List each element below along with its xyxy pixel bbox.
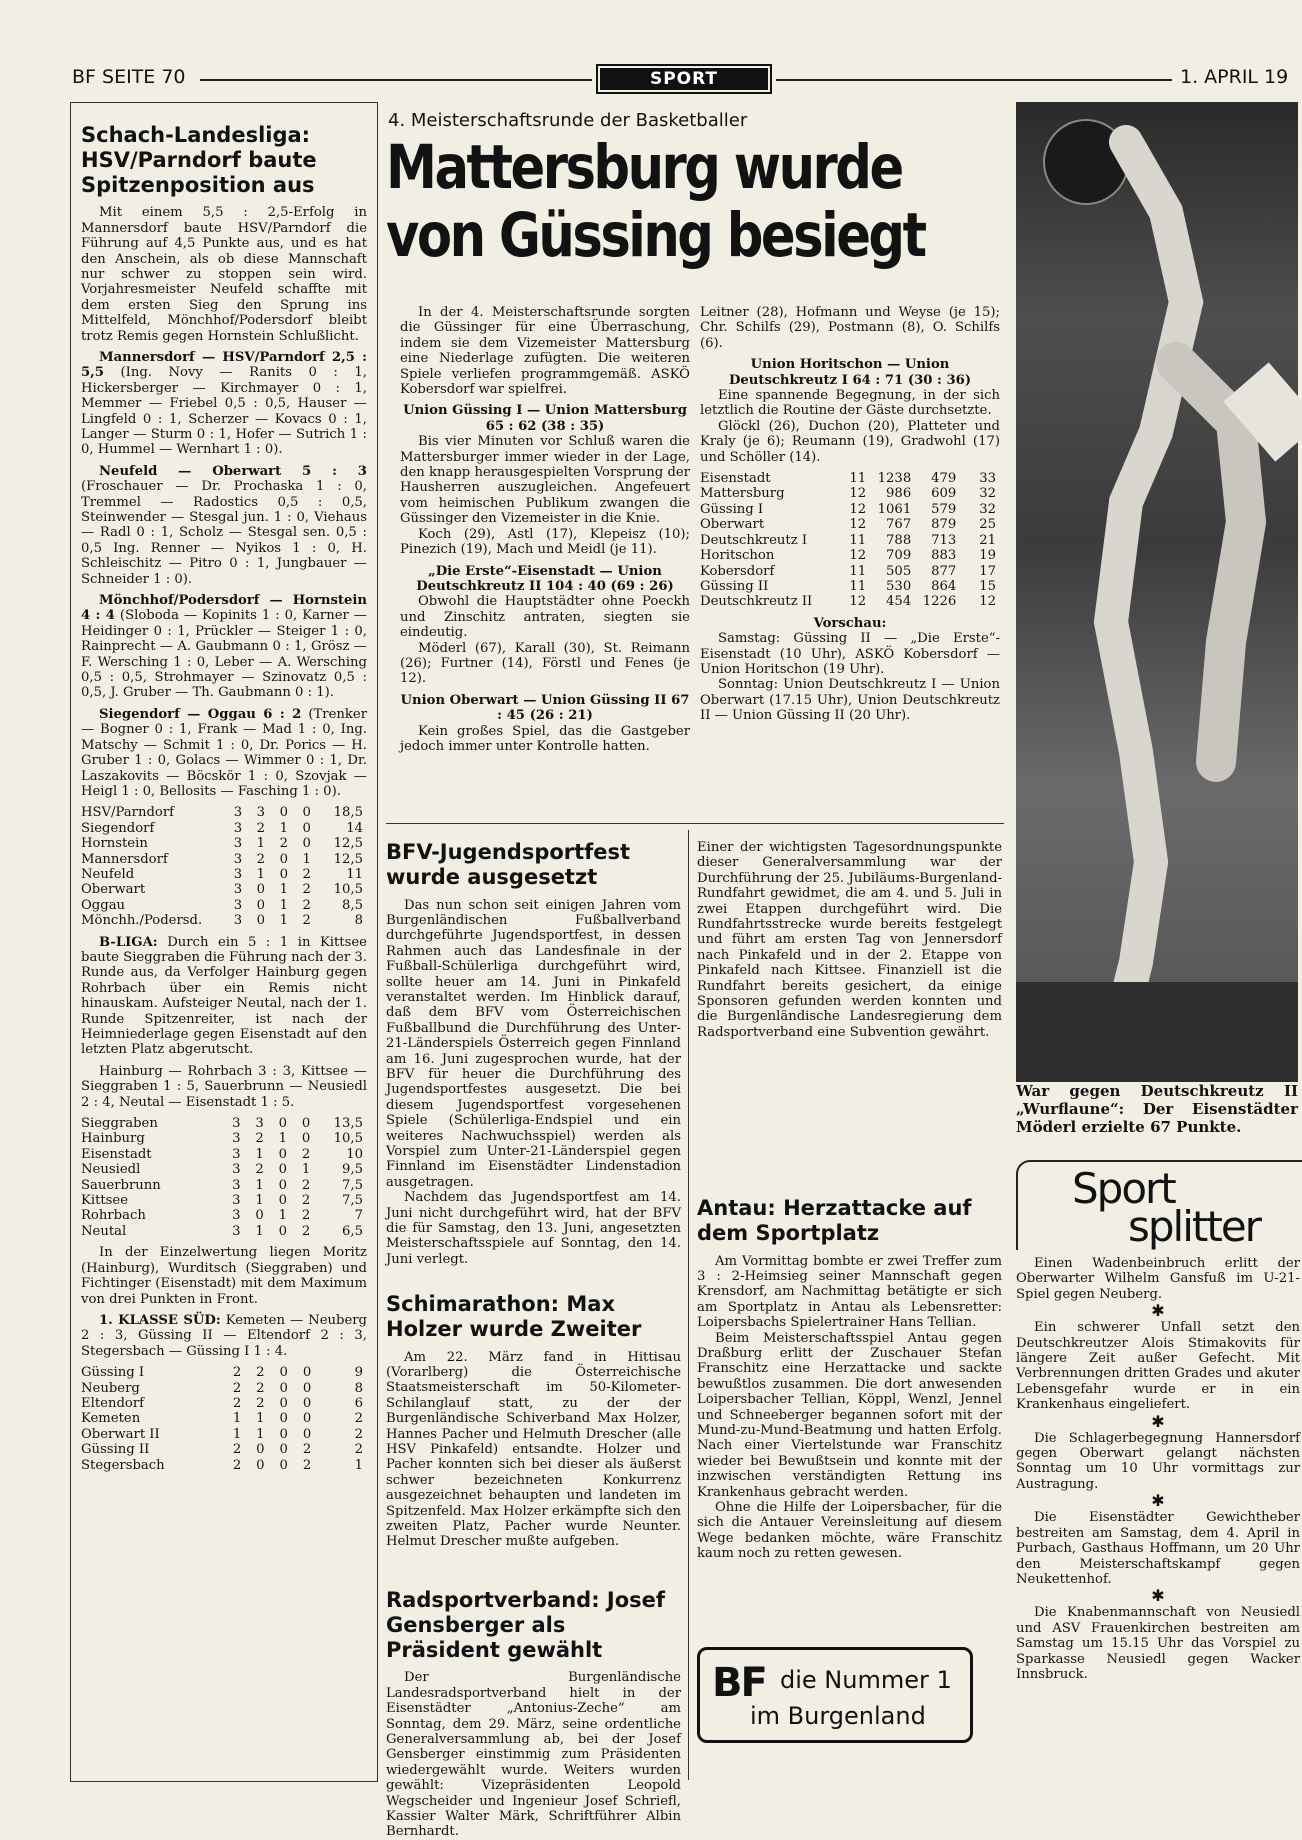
table-row xyxy=(81,1131,367,1146)
table-cell-value: 1226 xyxy=(922,594,957,610)
table-cell-value: 2 xyxy=(354,1411,363,1427)
table-cell-value: 0 xyxy=(302,805,311,821)
basket-game-4-text: Eine spannende Begegnung, in der sich letztlich die Routine der Gäste durchsetzte. xyxy=(700,388,1000,419)
table-cell-value: 986 xyxy=(886,486,912,502)
table-cell-value: 12 xyxy=(849,501,867,517)
table-cell-value: 3 xyxy=(233,913,243,929)
table-cell-value: 2 xyxy=(301,1177,311,1193)
separator-star-icon: ✱ xyxy=(1151,1411,1165,1431)
table-cell-value: 1 xyxy=(301,1162,311,1178)
table-cell-team: HSV/Parndorf xyxy=(81,805,175,821)
table-cell-value: 1 xyxy=(279,820,288,836)
table-row xyxy=(81,1458,367,1473)
bfv-headline: BFV-Jugendsportfest wurde ausgesetzt xyxy=(386,840,631,889)
table-cell-value: 0 xyxy=(279,1365,288,1381)
table-cell-value: 2 xyxy=(256,1365,265,1381)
table-row xyxy=(700,502,1000,517)
table-cell-value: 0 xyxy=(279,851,288,867)
table-row xyxy=(81,882,367,897)
table-cell-value: 713 xyxy=(931,532,957,548)
table-cell-value: 2 xyxy=(302,897,311,913)
table-cell-value: 18,5 xyxy=(333,805,363,821)
table-cell-team: Güssing II xyxy=(81,1442,150,1458)
antau-paragraph-3: Ohne die Hilfe der Loipersbacher, für die sich die Antauer Vereinsleitung auf diesem Wege bedanken möchte, wäre Franschitz kaum noch zu retten gewesen. xyxy=(697,1500,1002,1562)
table-cell-value: 3 xyxy=(232,1116,241,1132)
table-row xyxy=(700,517,1000,532)
table-cell-value: 1 xyxy=(279,897,288,913)
table-cell-value: 0 xyxy=(278,1146,287,1162)
splitter-notes xyxy=(1016,1256,1300,1786)
chess-column xyxy=(70,102,378,1782)
schi-article xyxy=(386,1292,681,1582)
table-cell-value: 0 xyxy=(279,1395,288,1411)
table-row xyxy=(81,1147,367,1162)
photo-caption: War gegen Deutschkreutz II „Wurflaune“: Der Eisenstädter Möderl erzielte 67 Punkte. xyxy=(1016,1082,1298,1136)
bliga-outro: In der Einzelwertung liegen Moritz (Hainburg), Wurditsch (Sieggraben) und Fichtinger (Eisenstadt) mit dem Maximum von drei Punkten in Front. xyxy=(81,1245,367,1307)
basket-game-2-text: Obwohl die Hauptstädter ohne Poeckh und Zinschitz antraten, siegten sie eindeutig. xyxy=(400,594,690,641)
table-cell-value: 1 xyxy=(256,1411,265,1427)
table-cell-value: 10 xyxy=(346,1146,363,1162)
bfv-article xyxy=(386,840,681,1267)
table-cell-team: Kemeten xyxy=(81,1411,141,1427)
table-cell-value: 2 xyxy=(279,836,288,852)
table-cell-value: 15 xyxy=(979,578,996,594)
section-divider xyxy=(386,823,1004,824)
table-cell-value: 0 xyxy=(302,1395,312,1411)
chess-match-4: Siegendorf — Oggau 6 : 2 (Trenker — Bogner 0 : 1, Frank — Mad 1 : 0, Ing. Matschy — Schmit 1 : 0, Dr. Porics — H. Gruber 1 : 0, Golacs — Wimmer 0 : 1, Dr. Laszakovits — Böcskör 1 : 0, Szovjak — Heigl 1 : 0, Bellosits — Fasching 1 : 0). xyxy=(81,706,368,799)
table-cell-value: 21 xyxy=(979,532,996,548)
table-cell-value: 1 xyxy=(255,1193,264,1209)
table-cell-value: 1238 xyxy=(877,471,912,487)
table-cell-value: 0 xyxy=(279,1411,288,1427)
basket-headline-line1: Mattersburg wurde xyxy=(386,132,902,203)
table-cell-value: 454 xyxy=(886,594,912,610)
chess-match-3: Mönchhof/Podersdorf — Hornstein 4 : 4 (Sloboda — Kopinits 1 : 0, Karner — Heidinger 0 : 1, Prückler — Steiger 1 : 0, Rainprecht — A. Gaubmann 0 : 1, Grösz — F. Wersching 1 : 0, Leber — A. Wersching 0,5 : 0,5, Strohmayer — Szinovatz 0,5 : 0,5, J. Gruber — Th. Gaubmann 0 : 1). xyxy=(81,593,367,701)
table-cell-value: 2 xyxy=(301,1208,311,1224)
table-cell-value: 0 xyxy=(278,1177,287,1193)
splitter-note-5: Die Knabenmannschaft von Neusiedl und ASV Frauenkirchen bestreiten am Samstag um 15.15 Uhr das Vorspiel zu Sparkasse Neusiedl gegen Wacker Innsbruck. xyxy=(1016,1605,1300,1682)
table-row xyxy=(81,867,367,882)
table-cell-team: Neufeld xyxy=(81,866,135,882)
header-rule-left xyxy=(200,79,592,81)
splitter-note-3: Die Schlagerbegegnung Hannersdorf gegen Oberwart gelangt nächsten Sonntag um 10 Uhr vormittags zur Austragung. xyxy=(1016,1430,1300,1492)
table-cell-value: 14 xyxy=(346,820,363,836)
chess-intro: Mit einem 5,5 : 2,5-Erfolg in Mannersdorf baute HSV/Parndorf die Führung auf 4,5 Punkte aus, und es hat den Anschein, als ob diese Mannschaft nur schwer zu stoppen sein wird. Vorjahresmeister Neufeld schaffte mit dem ersten Sieg den Sprung ins Mittelfeld, Mönchhof/Podersdorf bleibt trotz Remis gegen Hornstein Schlußlicht. xyxy=(81,205,367,344)
table-row xyxy=(81,1442,367,1457)
basket-game-2-head: „Die Erste“-Eisenstadt — Union Deutschkreutz II 104 : 40 (69 : 26) xyxy=(416,563,674,594)
table-cell-value: 2 xyxy=(302,866,311,882)
table-cell-value: 11 xyxy=(849,578,867,594)
table-row xyxy=(700,471,1000,486)
table-row xyxy=(81,1381,367,1396)
table-cell-team: Kobersdorf xyxy=(700,563,775,579)
table-row xyxy=(700,533,1000,548)
basket-preview-2: Sonntag: Union Deutschkreutz I — Union Oberwart (17.15 Uhr), Union Deutschkreutz II — Union Güssing II (20 Uhr). xyxy=(700,677,1000,724)
table-cell-value: 7,5 xyxy=(342,1177,363,1193)
table-cell-value: 6,5 xyxy=(342,1223,363,1239)
table-cell-team: Güssing I xyxy=(81,1365,145,1381)
table-cell-value: 1 xyxy=(279,913,288,929)
basket-preview-head: Vorschau: xyxy=(813,615,887,631)
table-cell-value: 3 xyxy=(232,1193,241,1209)
table-cell-team: Neuberg xyxy=(81,1380,140,1396)
column-divider xyxy=(688,830,689,1780)
table-row xyxy=(81,1411,367,1426)
table-cell-value: 11 xyxy=(346,866,363,882)
antau-headline: Antau: Herzattacke auf dem Sportplatz xyxy=(697,1196,972,1245)
table-cell-value: 0 xyxy=(278,1223,287,1239)
table-cell-value: 3 xyxy=(233,805,243,821)
table-row xyxy=(81,1208,367,1223)
table-cell-value: 12,5 xyxy=(333,836,363,852)
table-cell-value: 1 xyxy=(302,851,311,867)
table-cell-value: 1 xyxy=(354,1457,363,1473)
table-cell-value: 2 xyxy=(256,851,266,867)
table-cell-value: 3 xyxy=(232,1208,241,1224)
table-cell-team: Mönchh./Podersd. xyxy=(81,913,203,929)
table-row xyxy=(81,898,367,913)
table-cell-team: Mannersdorf xyxy=(81,851,168,867)
header-rule-right xyxy=(776,79,1172,81)
basket-headline xyxy=(386,132,925,271)
table-cell-team: Neusiedl xyxy=(81,1162,141,1178)
table-cell-value: 1 xyxy=(255,1223,264,1239)
table-cell-value: 12,5 xyxy=(333,851,363,867)
table-row xyxy=(81,836,367,851)
table-cell-value: 6 xyxy=(354,1395,363,1411)
table-row xyxy=(81,1116,367,1131)
chess-standings-table xyxy=(81,805,367,928)
basket-headline-line2: von Güssing besiegt xyxy=(386,200,925,271)
table-row xyxy=(81,1365,367,1380)
table-cell-value: 3 xyxy=(233,820,243,836)
table-row xyxy=(81,1193,367,1208)
table-cell-value: 788 xyxy=(886,532,912,548)
table-cell-value: 0 xyxy=(302,836,311,852)
table-cell-value: 0 xyxy=(302,1365,312,1381)
table-cell-team: Deutschkreutz II xyxy=(700,594,813,610)
table-cell-value: 1 xyxy=(256,836,266,852)
table-cell-value: 883 xyxy=(931,548,957,564)
table-cell-value: 33 xyxy=(979,471,996,487)
table-cell-value: 12 xyxy=(849,594,867,610)
splitter-title-1: Sport xyxy=(1072,1164,1175,1213)
table-row xyxy=(700,594,1000,609)
basket-game-4-head: Union Horitschon — Union Deutschkreutz I 64 : 71 (30 : 36) xyxy=(728,357,972,388)
table-cell-team: Kittsee xyxy=(81,1193,129,1209)
table-cell-team: Oberwart II xyxy=(81,1426,160,1442)
table-cell-team: Sauerbrunn xyxy=(81,1177,161,1193)
table-cell-value: 0 xyxy=(279,1442,288,1458)
table-cell-value: 2 xyxy=(232,1395,242,1411)
table-cell-team: Siegendorf xyxy=(81,820,155,836)
basket-game-1-head: Union Güssing I — Union Mattersburg 65 : 62 (38 : 35) xyxy=(403,403,687,434)
table-cell-value: 3 xyxy=(256,805,266,821)
table-cell-team: Stegersbach xyxy=(81,1457,165,1473)
antau-paragraph-2: Beim Meisterschaftsspiel Antau gegen Draßburg erlitt der Zuschauer Stefan Franschitz eine Herzattacke und sackte bewußtlos zusammen. Die dort anwesenden Loipersbacher Tellian, Köppl, Wenzl, Jennel und Schneeberger begannen sofort mit der Mund-zu-Mund-Beatmung und hatten Erfolg. Nach einer Viertelstunde war Franschitz wieder bei Bewußtsein und konnte mit der inzwischen verständigten Rettung ins Krankenhaus gebracht werden. xyxy=(697,1330,1002,1500)
table-cell-value: 3 xyxy=(233,882,243,898)
bfv-paragraph-2: Nachdem das Jugendsportfest am 14. Juni nicht durchgeführt wird, hat der BFV die für Samstag, den 13. Juni, angesetzten Meisterschaftsspiele auf Sonntag, den 14. Juni verlegt. xyxy=(386,1190,681,1267)
table-cell-value: 2 xyxy=(256,1380,265,1396)
splitter-title-2: splitter xyxy=(1128,1202,1260,1251)
table-cell-value: 9 xyxy=(354,1365,363,1381)
basket-kicker: 4. Meisterschaftsrunde der Basketballer xyxy=(388,110,748,131)
table-cell-value: 879 xyxy=(931,517,957,533)
table-cell-value: 2 xyxy=(354,1426,363,1442)
table-cell-team: Sieggraben xyxy=(81,1116,158,1132)
table-cell-value: 709 xyxy=(886,548,912,564)
table-cell-value: 767 xyxy=(886,517,912,533)
separator-star-icon: ✱ xyxy=(1151,1586,1165,1606)
table-cell-value: 17 xyxy=(979,563,996,579)
rad-paragraph-1: Der Burgenländische Landesradsportverband hielt in der Eisenstädter „Antonius-Zeche“ am Sonntag, dem 29. März, seine ordentliche Generalversammlung ab, bei der Josef Gensberger einstimmig zum Präsidenten wiedergewählt wurde. Weiters wurden gewählt: Vizepräsidenten Leopold Wegscheider und Ingenieur Josef Schriefl, Kassier Walter Märk, Schriftführer Albin Bernhardt. xyxy=(386,1670,681,1840)
chess-headline: Schach-Landesliga: HSV/Parndorf baute Spitzenposition aus xyxy=(81,123,317,197)
table-cell-value: 2 xyxy=(301,1223,311,1239)
table-cell-value: 0 xyxy=(256,913,266,929)
separator-star-icon: ✱ xyxy=(1151,1491,1165,1511)
table-row xyxy=(700,548,1000,563)
table-cell-value: 1 xyxy=(255,1146,264,1162)
antau-paragraph-1: Am Vormittag bombte er zwei Treffer zum 3 : 2-Heimsieg seiner Mannschaft gegen Krensdorf, am Nachmittag betätigte er sich am Sportplatz in Antau als Lebensretter: Loipersbachs Spielertrainer Hans Tellian. xyxy=(697,1253,1002,1331)
table-cell-value: 1 xyxy=(256,1426,265,1442)
table-cell-value: 0 xyxy=(302,1411,312,1427)
table-cell-value: 0 xyxy=(302,820,311,836)
table-cell-value: 12 xyxy=(849,486,867,502)
table-cell-value: 0 xyxy=(279,805,288,821)
basketball-player-illustration xyxy=(1016,102,1298,1082)
table-cell-value: 0 xyxy=(302,1426,312,1442)
table-cell-value: 8 xyxy=(354,1380,363,1396)
table-cell-value: 0 xyxy=(279,866,288,882)
table-cell-team: Eisenstadt xyxy=(700,471,771,487)
basket-game-1-text: Bis vier Minuten vor Schluß waren die Mattersburger immer wieder in der Lage, den knapp herausgespielten Vorsprung der Hausherren auszugleichen. Angefeuert vom heimischen Publikum zwangen die Güssinger den Vizemeister in die Knie. xyxy=(400,434,690,527)
table-cell-value: 12 xyxy=(979,594,996,610)
table-cell-team: Eltendorf xyxy=(81,1395,145,1411)
basket-game-3-text: Kein großes Spiel, das die Gastgeber jedoch immer unter Kontrolle hatten. xyxy=(400,723,690,754)
table-cell-value: 19 xyxy=(979,548,996,564)
table-cell-value: 8,5 xyxy=(342,897,363,913)
table-cell-value: 2 xyxy=(354,1442,363,1458)
schi-paragraph-1: Am 22. März fand in Hittisau (Vorarlberg) die Österreichische Staatsmeisterschaft im 50-Kilometer-Schilanglauf statt, zu der der Burgenländische Schiverband Max Holzer, Hannes Pacher und Helmuth Drescher (alle HSV Pinkafeld) entsandte. Holzer und Pacher konnten sich bei dieser als äußerst schwer bezeichneten Konkurrenz ausgezeichnet behaupten und landeten im Spitzenfeld. Max Holzer erkämpfte sich den zweiten Platz, Pacher wurde Neunter. Helmut Drescher mußte aufgeben. xyxy=(386,1349,681,1550)
table-cell-value: 530 xyxy=(886,578,912,594)
table-row xyxy=(81,805,367,820)
table-cell-value: 3 xyxy=(233,851,243,867)
table-cell-value: 3 xyxy=(232,1131,241,1147)
table-cell-value: 11 xyxy=(849,563,867,579)
table-cell-value: 10,5 xyxy=(333,882,363,898)
bfv-paragraph-1: Das nun schon seit einigen Jahren vom Burgenländischen Fußballverband durchgeführte Jugendsportfest, in dessen Rahmen auch das Landesfinale in der Fußball-Schülerliga durchgeführt wird, sollte heuer am 14. Juni in Pinkafeld veranstaltet werden. Im Hinblick darauf, daß dem BFV vom Österreichischen Fußballbund die Durchführung des Unter-21-Länderspiels Österreich gegen Finnland am 16. Juni zugesprochen wurde, hat der BFV für heuer die Durchführung des Jugendsportfestes ausgesetzt. Die bei diesem Jugendsportfest vorgesehenen Spiele (Schülerliga-Endspiel und ein weiteres Nachwuchsspiel) werden als Vorspiel zum Unter-21-Länderspiel gegen Finnland im Eisenstädter Lindenstadion ausgetragen. xyxy=(386,897,681,1190)
table-cell-value: 0 xyxy=(256,882,266,898)
table-row xyxy=(81,1396,367,1411)
table-cell-team: Oberwart xyxy=(700,517,765,533)
chess-match-1: Mannersdorf — HSV/Parndorf 2,5 : 5,5 (Ing. Novy — Ranits 0 : 1, Hickersberger — Kirchmayer 0 : 1, Memmer — Friebel 0,5 : 0,5, Hauser — Lingfeld 0 : 1, Scherzer — Kovacs 0 : 1, Langer — Sturm 0 : 1, Hofer — Sutrich 1 : 0, Hummel — Wernhart 1 : 0). xyxy=(81,349,367,458)
table-cell-value: 1 xyxy=(232,1411,242,1427)
basket-game-2-scorers: Möderl (67), Karall (30), St. Reimann (26); Furtner (14), Förstl und Fenes (je 12). xyxy=(400,640,690,687)
basket-column-2 xyxy=(700,305,1000,805)
antau-article xyxy=(697,1196,1002,1636)
table-cell-value: 0 xyxy=(279,1426,288,1442)
table-cell-value: 2 xyxy=(301,1193,311,1209)
bf-logo: BF xyxy=(712,1660,766,1706)
table-cell-value: 7 xyxy=(354,1208,363,1224)
table-cell-value: 12 xyxy=(849,548,867,564)
basket-preview-1: Samstag: Güssing II — „Die Erste“-Eisenstadt (10 Uhr), ASKÖ Kobersdorf — Union Horitschon (19 Uhr). xyxy=(700,631,1000,677)
issue-date: 1. APRIL 19 xyxy=(1180,66,1289,88)
table-cell-value: 2 xyxy=(256,1395,265,1411)
schi-headline: Schimarathon: Max Holzer wurde Zweiter xyxy=(386,1292,642,1341)
chess-match-2: Neufeld — Oberwart 5 : 3 (Froschauer — Dr. Prochaska 1 : 0, Tremmel — Radostics 0,5 : 0,5, Steinwender — Stesgal jun. 1 : 0, Viehaus — Radl 0 : 1, Scholz — Stesgal sen. 0,5 : 0,5 Ing. Renner — Nyikos 1 : 0, H. Schleischitz — Pitro 0 : 1, Jungbauer — Schneider 1 : 0). xyxy=(81,463,367,587)
table-cell-value: 0 xyxy=(256,1457,265,1473)
table-cell-value: 2 xyxy=(256,820,266,836)
klasse-standings-table xyxy=(81,1365,367,1473)
table-cell-value: 0 xyxy=(279,1380,288,1396)
table-row xyxy=(81,1162,367,1177)
table-row xyxy=(81,1224,367,1239)
table-cell-value: 0 xyxy=(278,1193,287,1209)
table-cell-value: 2 xyxy=(255,1162,264,1178)
table-cell-value: 0 xyxy=(301,1131,311,1147)
basket-standings-table xyxy=(700,471,1000,610)
table-cell-team: Hainburg xyxy=(81,1131,145,1147)
bf-ad-line-1: die Nummer 1 xyxy=(780,1666,952,1694)
table-row xyxy=(81,913,367,928)
table-cell-value: 2 xyxy=(302,1457,312,1473)
table-cell-value: 3 xyxy=(232,1177,241,1193)
table-row xyxy=(81,821,367,836)
table-cell-value: 9,5 xyxy=(342,1162,363,1178)
bliga-standings-table xyxy=(81,1116,367,1239)
table-cell-value: 0 xyxy=(256,1442,265,1458)
table-cell-value: 877 xyxy=(931,563,957,579)
table-cell-team: Güssing II xyxy=(700,578,769,594)
table-cell-team: Horitschon xyxy=(700,548,775,564)
table-row xyxy=(81,1178,367,1193)
table-cell-value: 3 xyxy=(232,1223,241,1239)
table-cell-value: 1 xyxy=(256,866,266,882)
table-cell-value: 2 xyxy=(232,1457,242,1473)
table-cell-team: Eisenstadt xyxy=(81,1146,152,1162)
table-cell-value: 11 xyxy=(849,471,867,487)
splitter-title-box xyxy=(1016,1160,1302,1250)
table-cell-value: 1 xyxy=(232,1426,242,1442)
table-cell-value: 1 xyxy=(279,882,288,898)
table-cell-value: 10,5 xyxy=(333,1131,363,1147)
table-cell-value: 2 xyxy=(232,1380,242,1396)
table-cell-value: 0 xyxy=(279,1457,288,1473)
table-row xyxy=(700,486,1000,501)
basketball-photo xyxy=(1016,102,1298,1082)
table-cell-team: Rohrbach xyxy=(81,1208,146,1224)
table-cell-value: 0 xyxy=(302,1380,312,1396)
bliga-results: Hainburg — Rohrbach 3 : 3, Kittsee — Sieggraben 1 : 5, Sauerbrunn — Neusiedl 2 : 4, Neutal — Eisenstadt 1 : 5. xyxy=(81,1063,367,1110)
basket-game-3-head: Union Oberwart — Union Güssing II 67 : 45 (26 : 21) xyxy=(400,692,690,724)
table-cell-value: 25 xyxy=(979,517,996,533)
section-badge xyxy=(596,64,772,94)
table-cell-value: 0 xyxy=(256,897,266,913)
bliga-report: B-LIGA: Durch ein 5 : 1 in Kittsee baute Sieggraben die Führung nach der 3. Runde aus, da Verfolger Hainburg gegen Rohrbach über ein Remis nicht hinauskam. Aufsteiger Neutal, nach der 1. Runde Spitzenreiter, ist nach der Heimniederlage gegen Eisenstadt auf den letzten Platz abgerutscht. xyxy=(81,934,367,1058)
table-cell-value: 32 xyxy=(979,501,996,517)
table-cell-value: 3 xyxy=(232,1162,241,1178)
table-cell-value: 0 xyxy=(278,1162,287,1178)
table-cell-value: 2 xyxy=(255,1131,264,1147)
table-cell-value: 2 xyxy=(302,882,311,898)
table-cell-value: 1061 xyxy=(877,501,912,517)
rad-paragraph-2: Einer der wichtigsten Tagesordnungspunkte dieser Generalversammlung war der Durchführung der 25. Jubiläums-Burgenland-Rundfahrt gewidmet, die am 4. und 5. Juli in zwei Etappen durchgeführt wird. Die Rundfahrtsstrecke wurde bereits festgelegt und führt am ersten Tag von Jennersdorf nach Pinkafeld und in der 2. Etappe von Pinkafeld nach Kittsee. Finanziell ist die Rundfahrt bereits gesichert, da einige Sponsoren gefunden werden konnten und die Burgenländische Landesregierung dem Radsportverband eine Subvention gewährt. xyxy=(697,840,1002,1040)
basket-game-4-scorers: Glöckl (26), Duchon (20), Platteter und Kraly (je 6); Reumann (19), Gradwohl (17) und Schöller (14). xyxy=(700,418,1000,465)
table-cell-value: 0 xyxy=(255,1208,264,1224)
table-cell-value: 32 xyxy=(979,486,996,502)
bf-advert xyxy=(697,1647,973,1743)
table-cell-value: 3 xyxy=(233,836,243,852)
table-cell-value: 3 xyxy=(233,866,243,882)
rad-headline: Radsportverband: Josef Gensberger als Präsident gewählt xyxy=(386,1588,666,1662)
bf-ad-line-2: im Burgenland xyxy=(750,1702,926,1730)
table-cell-value: 3 xyxy=(255,1116,264,1132)
table-cell-team: Neutal xyxy=(81,1223,127,1239)
table-cell-value: 2 xyxy=(232,1442,242,1458)
table-cell-value: 579 xyxy=(931,501,957,517)
table-cell-value: 7,5 xyxy=(342,1193,363,1209)
splitter-note-4: Die Eisenstädter Gewichtheber bestreiten am Samstag, dem 4. April in Purbach, Gasthaus Hoffmann, um 20 Uhr den Meisterschaftskampf gegen Neukettenhof. xyxy=(1016,1510,1300,1587)
table-cell-value: 0 xyxy=(301,1116,311,1132)
table-cell-value: 11 xyxy=(849,532,867,548)
splitter-note-2: Ein schwerer Unfall setzt den Deutschkreutzer Alois Stimakovits für längere Zeit außer Gefecht. Mit Verbrennungen dritten Grades und akuter Lebensgefahr wurde er in ein Krankenhaus eingeliefert. xyxy=(1016,1320,1300,1413)
splitter-note-1: Einen Wadenbeinbruch erlitt der Oberwarter Wilhelm Gansfuß im U-21-Spiel gegen Neuberg. xyxy=(1016,1256,1300,1302)
basket-game-1-scorers: Koch (29), Astl (17), Klepeisz (10); Pinezich (19), Mach und Meidl (je 11). xyxy=(400,526,690,558)
table-cell-value: 505 xyxy=(886,563,912,579)
table-cell-value: 2 xyxy=(302,1442,312,1458)
basket-intro: In der 4. Meisterschaftsrunde sorgten die Güssinger für eine Überraschung, indem sie dem Vizemeister Mattersburg eine Niederlage zufügten. Die weiteren Spiele verliefen programmgemäß. ASKÖ Kobersdorf war spielfrei. xyxy=(400,305,690,398)
table-row xyxy=(81,1427,367,1442)
table-cell-value: 3 xyxy=(232,1146,241,1162)
table-cell-value: 2 xyxy=(301,1146,311,1162)
page-number: BF SEITE 70 xyxy=(72,66,186,88)
basket-column-1 xyxy=(400,305,690,805)
table-row xyxy=(700,564,1000,579)
klasse-report: 1. KLASSE SÜD: Kemeten — Neuberg 2 : 3, Güssing II — Eltendorf 2 : 3, Stegersbach — Güssing I 1 : 4. xyxy=(81,1312,367,1359)
table-cell-value: 12 xyxy=(849,517,867,533)
table-cell-team: Deutschkreutz I xyxy=(700,532,808,548)
table-cell-value: 609 xyxy=(931,486,957,502)
table-cell-team: Hornstein xyxy=(81,836,148,852)
basket-game-3-scorers: Leitner (28), Hofmann und Weyse (je 15); Chr. Schilfs (29), Postmann (8), O. Schilfs (6). xyxy=(700,305,1000,351)
table-cell-team: Güssing I xyxy=(700,501,764,517)
table-row xyxy=(700,579,1000,594)
table-cell-value: 0 xyxy=(278,1116,287,1132)
table-row xyxy=(81,852,367,867)
table-cell-team: Mattersburg xyxy=(700,486,785,502)
rad-article xyxy=(386,1588,681,1840)
table-cell-team: Oberwart xyxy=(81,882,146,898)
section-label: SPORT xyxy=(600,68,768,90)
table-cell-value: 8 xyxy=(354,913,363,929)
table-cell-value: 13,5 xyxy=(333,1116,363,1132)
table-cell-value: 1 xyxy=(255,1177,264,1193)
player-figure xyxy=(1111,142,1186,1022)
table-cell-value: 2 xyxy=(302,913,311,929)
table-cell-value: 479 xyxy=(931,471,957,487)
table-cell-value: 3 xyxy=(233,897,243,913)
table-cell-value: 864 xyxy=(931,578,957,594)
table-cell-value: 2 xyxy=(232,1365,242,1381)
table-cell-team: Oggau xyxy=(81,897,126,913)
table-cell-value: 1 xyxy=(278,1208,287,1224)
separator-star-icon: ✱ xyxy=(1151,1301,1165,1321)
table-cell-value: 1 xyxy=(278,1131,287,1147)
rad-continuation xyxy=(697,840,1002,1186)
